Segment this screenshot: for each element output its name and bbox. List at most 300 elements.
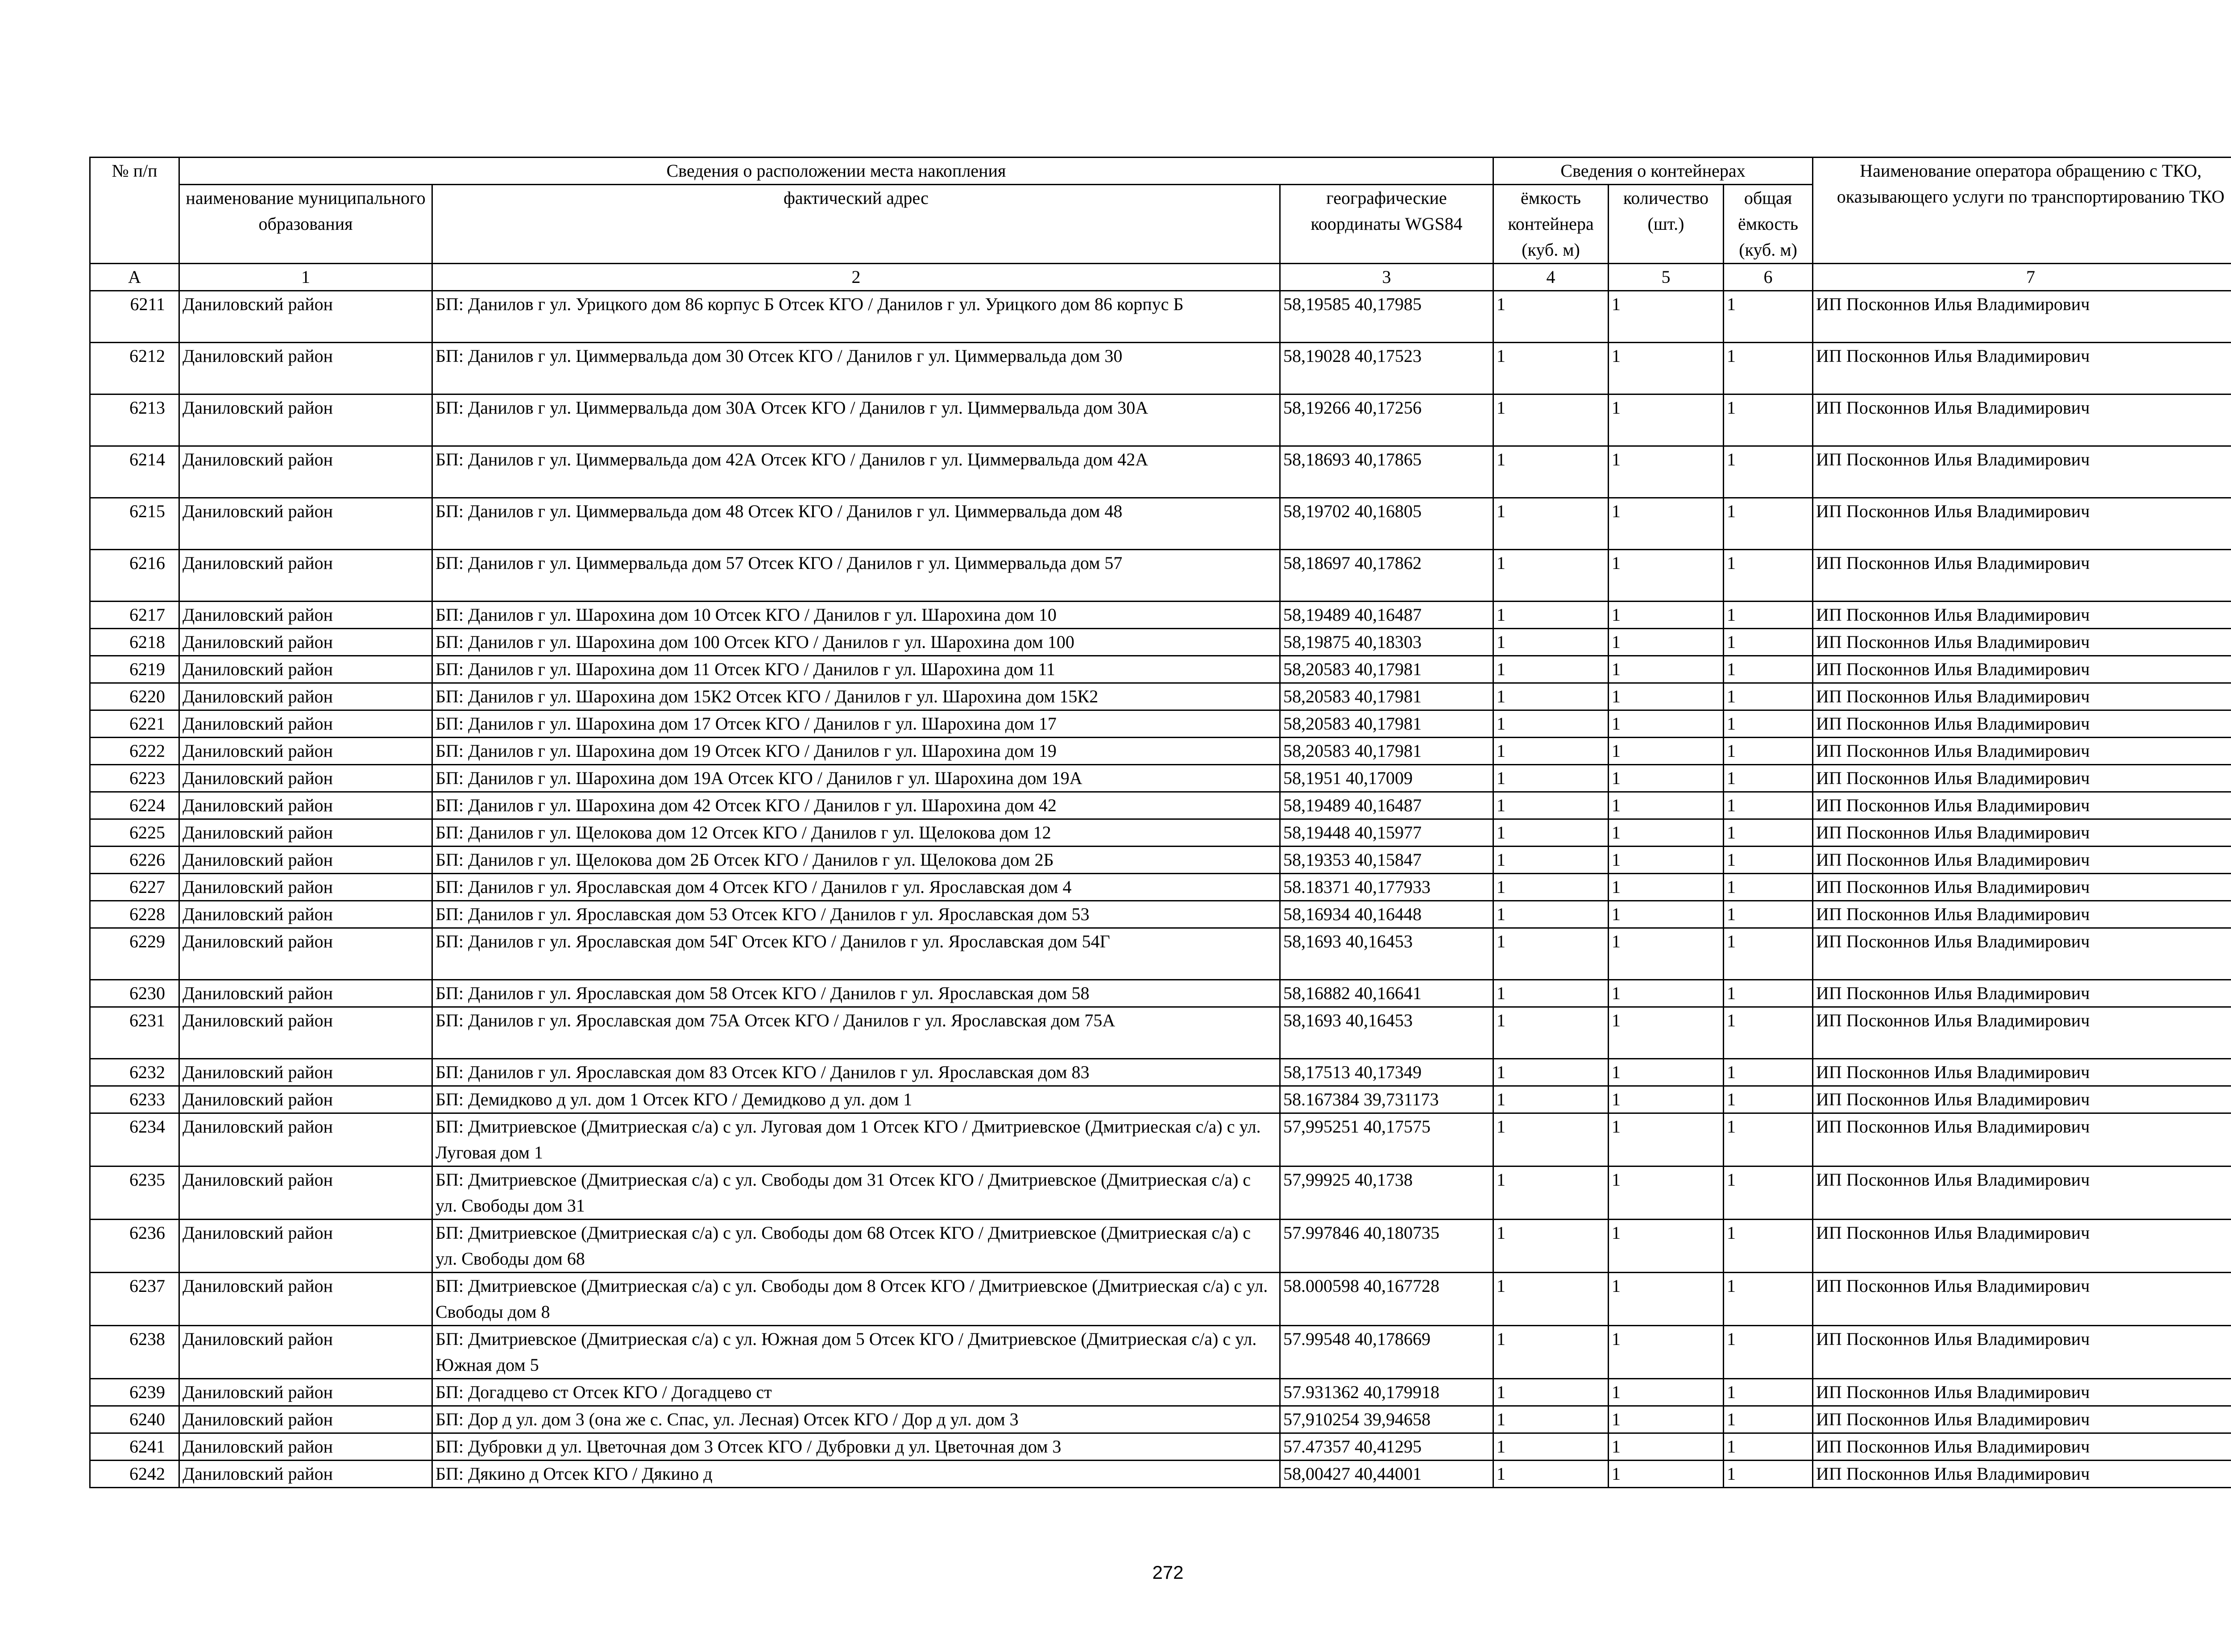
cell-municipality: Даниловский район — [179, 629, 432, 656]
table-row — [90, 1220, 2231, 1273]
table-row — [90, 1461, 2231, 1488]
table-row — [90, 683, 2231, 710]
index-cell: 3 — [1280, 264, 1493, 291]
cell-address: БП: Дмитриевское (Дмитриеская с/а) с ул. Луговая дом 1 Отсек КГО / Дмитриевское (Дмитриеская с/а) с ул. Луговая дом 1 — [432, 1113, 1280, 1166]
cell-address: БП: Данилов г ул. Ярославская дом 83 Отсек КГО / Данилов г ул. Ярославская дом 83 — [432, 1059, 1280, 1086]
cell-coordinates: 57.47357 40,41295 — [1280, 1433, 1493, 1461]
cell-coordinates: 57.99548 40,178669 — [1280, 1326, 1493, 1379]
cell-municipality: Даниловский район — [179, 1461, 432, 1488]
cell-coordinates: 57.931362 40,179918 — [1280, 1379, 1493, 1406]
cell-capacity: 1 — [1493, 819, 1609, 847]
cell-address: БП: Дмитриевское (Дмитриеская с/а) с ул. Свободы дом 31 Отсек КГО / Дмитриевское (Дмитриеская с/а) с ул. Свободы дом 31 — [432, 1166, 1280, 1220]
cell-number: 6219 — [90, 656, 179, 683]
cell-municipality: Даниловский район — [179, 394, 432, 446]
cell-operator: ИП Посконнов Илья Владимирович — [1813, 1433, 2231, 1461]
cell-municipality: Даниловский район — [179, 1220, 432, 1273]
cell-address: БП: Дякино д Отсек КГО / Дякино д — [432, 1461, 1280, 1488]
cell-address: БП: Данилов г ул. Шарохина дом 11 Отсек КГО / Данилов г ул. Шарохина дом 11 — [432, 656, 1280, 683]
header-municipality: наименование муниципального образования — [179, 185, 432, 264]
cell-operator: ИП Посконнов Илья Владимирович — [1813, 792, 2231, 819]
cell-number: 6216 — [90, 550, 179, 602]
cell-count: 1 — [1609, 498, 1724, 550]
cell-operator: ИП Посконнов Илья Владимирович — [1813, 394, 2231, 446]
cell-capacity: 1 — [1493, 874, 1609, 901]
cell-capacity: 1 — [1493, 901, 1609, 928]
cell-municipality: Даниловский район — [179, 1113, 432, 1166]
cell-operator: ИП Посконнов Илья Владимирович — [1813, 1379, 2231, 1406]
cell-capacity: 1 — [1493, 847, 1609, 874]
cell-count: 1 — [1609, 656, 1724, 683]
cell-municipality: Даниловский район — [179, 710, 432, 738]
cell-address: БП: Данилов г ул. Шарохина дом 17 Отсек КГО / Данилов г ул. Шарохина дом 17 — [432, 710, 1280, 738]
cell-municipality: Даниловский район — [179, 738, 432, 765]
cell-number: 6228 — [90, 901, 179, 928]
cell-total-capacity: 1 — [1724, 1406, 1813, 1433]
cell-number: 6214 — [90, 446, 179, 498]
registry-table — [89, 157, 2231, 1488]
table-row — [90, 1007, 2231, 1059]
cell-total-capacity: 1 — [1724, 1113, 1813, 1166]
cell-address: БП: Данилов г ул. Ярославская дом 75А Отсек КГО / Данилов г ул. Ярославская дом 75А — [432, 1007, 1280, 1059]
cell-number: 6229 — [90, 928, 179, 980]
cell-coordinates: 58,20583 40,17981 — [1280, 656, 1493, 683]
cell-total-capacity: 1 — [1724, 1086, 1813, 1113]
cell-total-capacity: 1 — [1724, 874, 1813, 901]
cell-count: 1 — [1609, 1220, 1724, 1273]
cell-capacity: 1 — [1493, 1433, 1609, 1461]
cell-municipality: Даниловский район — [179, 446, 432, 498]
cell-address: БП: Данилов г ул. Шарохина дом 42 Отсек КГО / Данилов г ул. Шарохина дом 42 — [432, 792, 1280, 819]
cell-capacity: 1 — [1493, 683, 1609, 710]
cell-municipality: Даниловский район — [179, 874, 432, 901]
table-row — [90, 1326, 2231, 1379]
cell-capacity: 1 — [1493, 1326, 1609, 1379]
cell-number: 6222 — [90, 738, 179, 765]
cell-coordinates: 58,00427 40,44001 — [1280, 1461, 1493, 1488]
table-row — [90, 1433, 2231, 1461]
table-row — [90, 343, 2231, 394]
cell-count: 1 — [1609, 446, 1724, 498]
cell-coordinates: 57,995251 40,17575 — [1280, 1113, 1493, 1166]
cell-operator: ИП Посконнов Илья Владимирович — [1813, 874, 2231, 901]
cell-total-capacity: 1 — [1724, 738, 1813, 765]
cell-operator: ИП Посконнов Илья Владимирович — [1813, 683, 2231, 710]
cell-total-capacity: 1 — [1724, 343, 1813, 394]
cell-count: 1 — [1609, 343, 1724, 394]
cell-address: БП: Данилов г ул. Шарохина дом 19А Отсек КГО / Данилов г ул. Шарохина дом 19А — [432, 765, 1280, 792]
cell-operator: ИП Посконнов Илья Владимирович — [1813, 928, 2231, 980]
cell-count: 1 — [1609, 1379, 1724, 1406]
cell-operator: ИП Посконнов Илья Владимирович — [1813, 1086, 2231, 1113]
cell-count: 1 — [1609, 819, 1724, 847]
cell-number: 6227 — [90, 874, 179, 901]
cell-capacity: 1 — [1493, 656, 1609, 683]
page-number: 272 — [1152, 1562, 1184, 1583]
cell-address: БП: Дмитриевское (Дмитриеская с/а) с ул. Свободы дом 8 Отсек КГО / Дмитриевское (Дмитриеская с/а) с ул. Свободы дом 8 — [432, 1273, 1280, 1326]
cell-number: 6223 — [90, 765, 179, 792]
cell-operator: ИП Посконнов Илья Владимирович — [1813, 629, 2231, 656]
table-row — [90, 1406, 2231, 1433]
cell-count: 1 — [1609, 1059, 1724, 1086]
cell-coordinates: 57.997846 40,180735 — [1280, 1220, 1493, 1273]
cell-total-capacity: 1 — [1724, 602, 1813, 629]
cell-coordinates: 58.18371 40,177933 — [1280, 874, 1493, 901]
cell-number: 6211 — [90, 291, 179, 343]
cell-number: 6242 — [90, 1461, 179, 1488]
table-row — [90, 1379, 2231, 1406]
cell-coordinates: 58,1693 40,16453 — [1280, 1007, 1493, 1059]
cell-coordinates: 57,99925 40,1738 — [1280, 1166, 1493, 1220]
cell-count: 1 — [1609, 901, 1724, 928]
cell-municipality: Даниловский район — [179, 656, 432, 683]
cell-count: 1 — [1609, 1461, 1724, 1488]
cell-coordinates: 58,19028 40,17523 — [1280, 343, 1493, 394]
cell-number: 6240 — [90, 1406, 179, 1433]
table-row — [90, 394, 2231, 446]
cell-number: 6233 — [90, 1086, 179, 1113]
cell-count: 1 — [1609, 928, 1724, 980]
cell-total-capacity: 1 — [1724, 1059, 1813, 1086]
cell-coordinates: 58.000598 40,167728 — [1280, 1273, 1493, 1326]
cell-total-capacity: 1 — [1724, 1461, 1813, 1488]
cell-capacity: 1 — [1493, 928, 1609, 980]
cell-number: 6221 — [90, 710, 179, 738]
cell-total-capacity: 1 — [1724, 847, 1813, 874]
cell-municipality: Даниловский район — [179, 1406, 432, 1433]
cell-count: 1 — [1609, 1166, 1724, 1220]
cell-municipality: Даниловский район — [179, 683, 432, 710]
cell-address: БП: Демидково д ул. дом 1 Отсек КГО / Демидково д ул. дом 1 — [432, 1086, 1280, 1113]
cell-operator: ИП Посконнов Илья Владимирович — [1813, 738, 2231, 765]
index-cell: 5 — [1609, 264, 1724, 291]
cell-coordinates: 58,1693 40,16453 — [1280, 928, 1493, 980]
cell-count: 1 — [1609, 980, 1724, 1007]
cell-municipality: Даниловский район — [179, 1166, 432, 1220]
header-location-group: Сведения о расположении места накопления — [179, 158, 1493, 185]
cell-address: БП: Данилов г ул. Шарохина дом 15К2 Отсек КГО / Данилов г ул. Шарохина дом 15К2 — [432, 683, 1280, 710]
header-number: № п/п — [90, 158, 179, 264]
cell-count: 1 — [1609, 874, 1724, 901]
cell-coordinates: 58,19489 40,16487 — [1280, 792, 1493, 819]
table-body — [90, 291, 2231, 1488]
cell-number: 6215 — [90, 498, 179, 550]
cell-capacity: 1 — [1493, 602, 1609, 629]
cell-operator: ИП Посконнов Илья Владимирович — [1813, 1113, 2231, 1166]
index-cell: А — [90, 264, 179, 291]
cell-municipality: Даниловский район — [179, 901, 432, 928]
table-row — [90, 928, 2231, 980]
cell-address: БП: Данилов г ул. Шарохина дом 10 Отсек КГО / Данилов г ул. Шарохина дом 10 — [432, 602, 1280, 629]
cell-address: БП: Дор д ул. дом 3 (она же с. Спас, ул. Лесная) Отсек КГО / Дор д ул. дом 3 — [432, 1406, 1280, 1433]
cell-total-capacity: 1 — [1724, 394, 1813, 446]
cell-total-capacity: 1 — [1724, 1326, 1813, 1379]
index-cell: 2 — [432, 264, 1280, 291]
table-row — [90, 629, 2231, 656]
table-row — [90, 1166, 2231, 1220]
index-cell: 7 — [1813, 264, 2231, 291]
cell-address: БП: Данилов г ул. Циммервальда дом 30 Отсек КГО / Данилов г ул. Циммервальда дом 30 — [432, 343, 1280, 394]
cell-number: 6239 — [90, 1379, 179, 1406]
header-capacity: ёмкость контейнера (куб. м) — [1493, 185, 1609, 264]
cell-operator: ИП Посконнов Илья Владимирович — [1813, 765, 2231, 792]
cell-capacity: 1 — [1493, 1113, 1609, 1166]
cell-address: БП: Данилов г ул. Ярославская дом 54Г Отсек КГО / Данилов г ул. Ярославская дом 54Г — [432, 928, 1280, 980]
cell-capacity: 1 — [1493, 1007, 1609, 1059]
cell-municipality: Даниловский район — [179, 847, 432, 874]
cell-total-capacity: 1 — [1724, 792, 1813, 819]
cell-number: 6230 — [90, 980, 179, 1007]
cell-capacity: 1 — [1493, 394, 1609, 446]
cell-coordinates: 58,16882 40,16641 — [1280, 980, 1493, 1007]
cell-number: 6232 — [90, 1059, 179, 1086]
cell-address: БП: Данилов г ул. Щелокова дом 2Б Отсек КГО / Данилов г ул. Щелокова дом 2Б — [432, 847, 1280, 874]
cell-capacity: 1 — [1493, 980, 1609, 1007]
cell-coordinates: 58,19448 40,15977 — [1280, 819, 1493, 847]
cell-address: БП: Данилов г ул. Циммервальда дом 48 Отсек КГО / Данилов г ул. Циммервальда дом 48 — [432, 498, 1280, 550]
cell-municipality: Даниловский район — [179, 1326, 432, 1379]
cell-capacity: 1 — [1493, 792, 1609, 819]
cell-operator: ИП Посконнов Илья Владимирович — [1813, 1461, 2231, 1488]
cell-address: БП: Данилов г ул. Щелокова дом 12 Отсек КГО / Данилов г ул. Щелокова дом 12 — [432, 819, 1280, 847]
cell-operator: ИП Посконнов Илья Владимирович — [1813, 847, 2231, 874]
cell-number: 6236 — [90, 1220, 179, 1273]
table-row — [90, 291, 2231, 343]
cell-operator: ИП Посконнов Илья Владимирович — [1813, 1273, 2231, 1326]
table-row — [90, 1086, 2231, 1113]
cell-coordinates: 58,17513 40,17349 — [1280, 1059, 1493, 1086]
cell-municipality: Даниловский район — [179, 928, 432, 980]
cell-number: 6217 — [90, 602, 179, 629]
cell-address: БП: Догадцево ст Отсек КГО / Догадцево ст — [432, 1379, 1280, 1406]
table-row — [90, 602, 2231, 629]
cell-operator: ИП Посконнов Илья Владимирович — [1813, 1326, 2231, 1379]
cell-total-capacity: 1 — [1724, 1220, 1813, 1273]
cell-total-capacity: 1 — [1724, 550, 1813, 602]
cell-count: 1 — [1609, 1086, 1724, 1113]
cell-operator: ИП Посконнов Илья Владимирович — [1813, 343, 2231, 394]
table-row — [90, 980, 2231, 1007]
cell-total-capacity: 1 — [1724, 1379, 1813, 1406]
cell-total-capacity: 1 — [1724, 710, 1813, 738]
cell-operator: ИП Посконнов Илья Владимирович — [1813, 602, 2231, 629]
index-cell: 1 — [179, 264, 432, 291]
table-row — [90, 498, 2231, 550]
cell-operator: ИП Посконнов Илья Владимирович — [1813, 1406, 2231, 1433]
table-header — [90, 158, 2231, 291]
cell-capacity: 1 — [1493, 1086, 1609, 1113]
cell-coordinates: 58,19353 40,15847 — [1280, 847, 1493, 874]
header-address: фактический адрес — [432, 185, 1280, 264]
cell-municipality: Даниловский район — [179, 343, 432, 394]
cell-address: БП: Данилов г ул. Ярославская дом 53 Отсек КГО / Данилов г ул. Ярославская дом 53 — [432, 901, 1280, 928]
cell-capacity: 1 — [1493, 550, 1609, 602]
cell-capacity: 1 — [1493, 291, 1609, 343]
cell-number: 6218 — [90, 629, 179, 656]
cell-number: 6213 — [90, 394, 179, 446]
cell-count: 1 — [1609, 847, 1724, 874]
cell-capacity: 1 — [1493, 498, 1609, 550]
cell-coordinates: 58,19489 40,16487 — [1280, 602, 1493, 629]
header-count: количество (шт.) — [1609, 185, 1724, 264]
header-operator: Наименование оператора обращению с ТКО, оказывающего услуги по транспортированию ТКО — [1813, 158, 2231, 264]
cell-operator: ИП Посконнов Илья Владимирович — [1813, 980, 2231, 1007]
cell-capacity: 1 — [1493, 1220, 1609, 1273]
cell-address: БП: Данилов г ул. Урицкого дом 86 корпус Б Отсек КГО / Данилов г ул. Урицкого дом 86 корпус Б — [432, 291, 1280, 343]
cell-address: БП: Данилов г ул. Шарохина дом 100 Отсек КГО / Данилов г ул. Шарохина дом 100 — [432, 629, 1280, 656]
cell-count: 1 — [1609, 792, 1724, 819]
cell-count: 1 — [1609, 291, 1724, 343]
cell-total-capacity: 1 — [1724, 765, 1813, 792]
cell-operator: ИП Посконнов Илья Владимирович — [1813, 819, 2231, 847]
cell-number: 6224 — [90, 792, 179, 819]
cell-coordinates: 58,18693 40,17865 — [1280, 446, 1493, 498]
cell-coordinates: 58,19585 40,17985 — [1280, 291, 1493, 343]
cell-total-capacity: 1 — [1724, 901, 1813, 928]
cell-operator: ИП Посконнов Илья Владимирович — [1813, 291, 2231, 343]
cell-address: БП: Данилов г ул. Ярославская дом 4 Отсек КГО / Данилов г ул. Ярославская дом 4 — [432, 874, 1280, 901]
cell-municipality: Даниловский район — [179, 1086, 432, 1113]
cell-coordinates: 57,910254 39,94658 — [1280, 1406, 1493, 1433]
cell-municipality: Даниловский район — [179, 291, 432, 343]
cell-address: БП: Данилов г ул. Циммервальда дом 30А Отсек КГО / Данилов г ул. Циммервальда дом 30А — [432, 394, 1280, 446]
cell-count: 1 — [1609, 1326, 1724, 1379]
cell-number: 6220 — [90, 683, 179, 710]
cell-operator: ИП Посконнов Илья Владимирович — [1813, 1220, 2231, 1273]
cell-coordinates: 58,18697 40,17862 — [1280, 550, 1493, 602]
table-row — [90, 901, 2231, 928]
cell-total-capacity: 1 — [1724, 498, 1813, 550]
cell-count: 1 — [1609, 1273, 1724, 1326]
cell-coordinates: 58,1951 40,17009 — [1280, 765, 1493, 792]
table-row — [90, 874, 2231, 901]
cell-count: 1 — [1609, 1113, 1724, 1166]
table-row — [90, 1059, 2231, 1086]
cell-total-capacity: 1 — [1724, 1007, 1813, 1059]
cell-municipality: Даниловский район — [179, 602, 432, 629]
cell-operator: ИП Посконнов Илья Владимирович — [1813, 656, 2231, 683]
cell-number: 6234 — [90, 1113, 179, 1166]
cell-operator: ИП Посконнов Илья Владимирович — [1813, 1166, 2231, 1220]
cell-count: 1 — [1609, 394, 1724, 446]
cell-capacity: 1 — [1493, 1406, 1609, 1433]
cell-capacity: 1 — [1493, 446, 1609, 498]
cell-count: 1 — [1609, 550, 1724, 602]
table-row — [90, 1113, 2231, 1166]
cell-number: 6231 — [90, 1007, 179, 1059]
cell-municipality: Даниловский район — [179, 792, 432, 819]
cell-number: 6237 — [90, 1273, 179, 1326]
cell-municipality: Даниловский район — [179, 498, 432, 550]
cell-operator: ИП Посконнов Илья Владимирович — [1813, 710, 2231, 738]
cell-coordinates: 58,20583 40,17981 — [1280, 683, 1493, 710]
cell-coordinates: 58,20583 40,17981 — [1280, 738, 1493, 765]
header-total-capacity: общая ёмкость (куб. м) — [1724, 185, 1813, 264]
cell-municipality: Даниловский район — [179, 819, 432, 847]
cell-count: 1 — [1609, 710, 1724, 738]
cell-total-capacity: 1 — [1724, 291, 1813, 343]
cell-count: 1 — [1609, 1007, 1724, 1059]
cell-coordinates: 58.167384 39,731173 — [1280, 1086, 1493, 1113]
table-row — [90, 1273, 2231, 1326]
cell-address: БП: Данилов г ул. Шарохина дом 19 Отсек КГО / Данилов г ул. Шарохина дом 19 — [432, 738, 1280, 765]
cell-total-capacity: 1 — [1724, 980, 1813, 1007]
table-row — [90, 550, 2231, 602]
cell-count: 1 — [1609, 1406, 1724, 1433]
cell-coordinates: 58,19702 40,16805 — [1280, 498, 1493, 550]
cell-total-capacity: 1 — [1724, 629, 1813, 656]
cell-capacity: 1 — [1493, 1273, 1609, 1326]
cell-address: БП: Данилов г ул. Циммервальда дом 57 Отсек КГО / Данилов г ул. Циммервальда дом 57 — [432, 550, 1280, 602]
table-row — [90, 847, 2231, 874]
cell-municipality: Даниловский район — [179, 1059, 432, 1086]
cell-operator: ИП Посконнов Илья Владимирович — [1813, 550, 2231, 602]
cell-municipality: Даниловский район — [179, 550, 432, 602]
cell-capacity: 1 — [1493, 1379, 1609, 1406]
cell-operator: ИП Посконнов Илья Владимирович — [1813, 446, 2231, 498]
cell-municipality: Даниловский район — [179, 1379, 432, 1406]
cell-count: 1 — [1609, 629, 1724, 656]
cell-address: БП: Дмитриевское (Дмитриеская с/а) с ул. Южная дом 5 Отсек КГО / Дмитриевское (Дмитриеская с/а) с ул. Южная дом 5 — [432, 1326, 1280, 1379]
cell-total-capacity: 1 — [1724, 683, 1813, 710]
cell-number: 6212 — [90, 343, 179, 394]
cell-number: 6226 — [90, 847, 179, 874]
cell-number: 6235 — [90, 1166, 179, 1220]
table-row — [90, 446, 2231, 498]
cell-total-capacity: 1 — [1724, 1273, 1813, 1326]
cell-operator: ИП Посконнов Илья Владимирович — [1813, 1007, 2231, 1059]
table-row — [90, 738, 2231, 765]
cell-total-capacity: 1 — [1724, 446, 1813, 498]
cell-count: 1 — [1609, 765, 1724, 792]
table-row — [90, 765, 2231, 792]
cell-coordinates: 58,20583 40,17981 — [1280, 710, 1493, 738]
cell-capacity: 1 — [1493, 1059, 1609, 1086]
cell-municipality: Даниловский район — [179, 980, 432, 1007]
table-row — [90, 710, 2231, 738]
cell-capacity: 1 — [1493, 629, 1609, 656]
header-coordinates: географические координаты WGS84 — [1280, 185, 1493, 264]
index-cell: 4 — [1493, 264, 1609, 291]
cell-total-capacity: 1 — [1724, 928, 1813, 980]
table-row — [90, 819, 2231, 847]
cell-capacity: 1 — [1493, 765, 1609, 792]
cell-operator: ИП Посконнов Илья Владимирович — [1813, 498, 2231, 550]
cell-number: 6241 — [90, 1433, 179, 1461]
cell-total-capacity: 1 — [1724, 656, 1813, 683]
cell-total-capacity: 1 — [1724, 819, 1813, 847]
cell-coordinates: 58,19875 40,18303 — [1280, 629, 1493, 656]
cell-coordinates: 58,19266 40,17256 — [1280, 394, 1493, 446]
cell-capacity: 1 — [1493, 1461, 1609, 1488]
cell-total-capacity: 1 — [1724, 1166, 1813, 1220]
cell-address: БП: Дубровки д ул. Цветочная дом 3 Отсек КГО / Дубровки д ул. Цветочная дом 3 — [432, 1433, 1280, 1461]
cell-number: 6238 — [90, 1326, 179, 1379]
cell-municipality: Даниловский район — [179, 1273, 432, 1326]
cell-municipality: Даниловский район — [179, 765, 432, 792]
cell-address: БП: Данилов г ул. Ярославская дом 58 Отсек КГО / Данилов г ул. Ярославская дом 58 — [432, 980, 1280, 1007]
cell-total-capacity: 1 — [1724, 1433, 1813, 1461]
index-cell: 6 — [1724, 264, 1813, 291]
cell-count: 1 — [1609, 683, 1724, 710]
header-index-row — [90, 264, 2231, 291]
cell-municipality: Даниловский район — [179, 1007, 432, 1059]
cell-capacity: 1 — [1493, 343, 1609, 394]
cell-capacity: 1 — [1493, 738, 1609, 765]
table-row — [90, 656, 2231, 683]
cell-coordinates: 58,16934 40,16448 — [1280, 901, 1493, 928]
cell-number: 6225 — [90, 819, 179, 847]
cell-count: 1 — [1609, 1433, 1724, 1461]
